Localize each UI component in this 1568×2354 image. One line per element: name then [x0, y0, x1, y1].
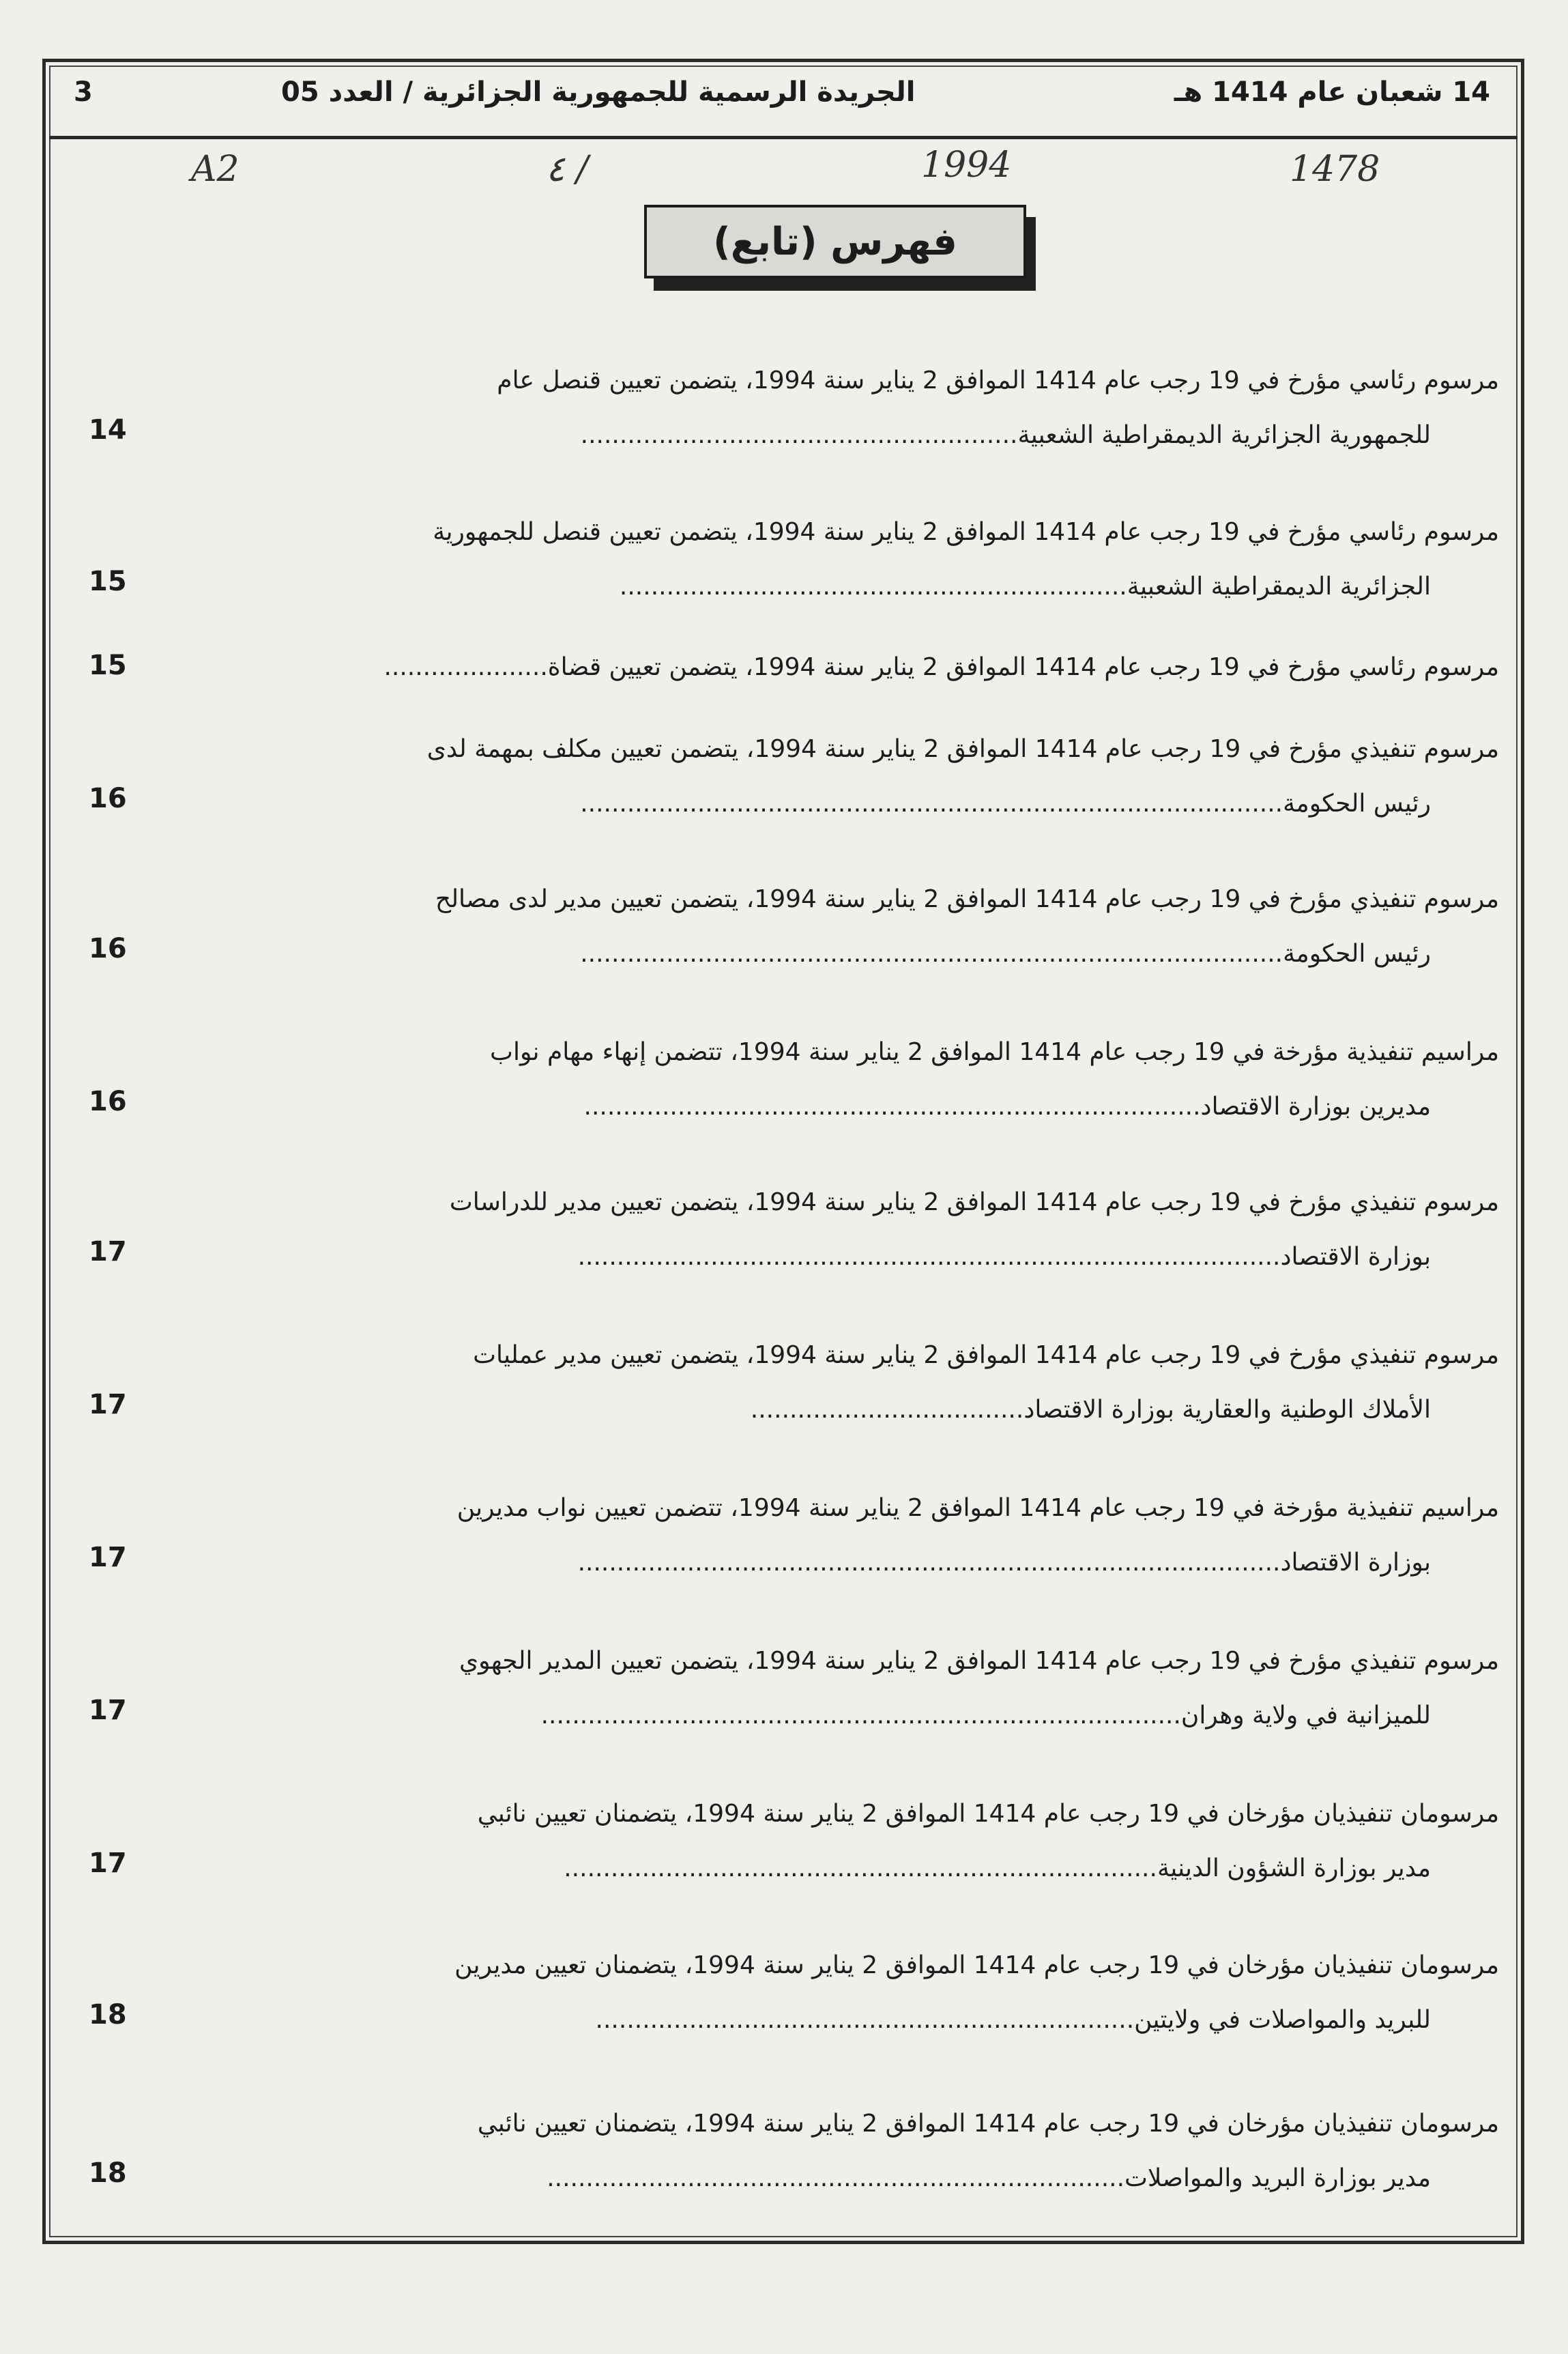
- toc-entry: [179, 505, 1499, 614]
- toc-entry-line1: مراسيم تنفيذية مؤرخة في 19 رجب عام 1414 الموافق 2 يناير سنة 1994، تتضمن تعيين نواب مديرين: [456, 1494, 1499, 1522]
- toc-entry-line1: مرسومان تنفيذيان مؤرخان في 19 رجب عام 1414 الموافق 2 يناير سنة 1994، يتضمنان تعيين نائبي: [477, 2110, 1499, 2138]
- toc-entry-line1: مرسوم رئاسي مؤرخ في 19 رجب عام 1414 الموافق 2 يناير سنة 1994، يتضمن تعيين قنصل للجمهورية: [433, 518, 1499, 546]
- toc-entry-line1: مرسومان تنفيذيان مؤرخان في 19 رجب عام 1414 الموافق 2 يناير سنة 1994، يتضمنان تعيين مديرين: [454, 1951, 1499, 1979]
- leader-dots: ...................................: [750, 1396, 1024, 1424]
- toc-entry-line2: مدير بوزارة الشؤون الدينية: [1157, 1854, 1431, 1882]
- toc-entry: [179, 2097, 1499, 2206]
- toc-entry-page: 16: [89, 1086, 127, 1117]
- toc-entry-line2: للبريد والمواصلات في ولايتين: [1134, 2006, 1431, 2034]
- handwritten-mark-issue: ٤ /: [546, 149, 588, 190]
- toc-entry-page: 15: [89, 650, 127, 681]
- toc-entry-page: 18: [89, 1999, 127, 2030]
- toc-entry: [179, 1938, 1499, 2048]
- handwritten-mark-number: 1478: [1290, 149, 1380, 190]
- toc-entry-page: 16: [89, 783, 127, 814]
- toc-entry-line1: مرسوم تنفيذي مؤرخ في 19 رجب عام 1414 الموافق 2 يناير سنة 1994، يتضمن تعيين مدير لدى مصالح: [435, 885, 1499, 913]
- toc-entry-page: 17: [89, 1695, 127, 1726]
- page-number: 3: [74, 76, 93, 108]
- toc-entry: [179, 1787, 1499, 1896]
- leader-dots: ..........................................................................................: [577, 1243, 1281, 1271]
- header-date: 14 شعبان عام 1414 هـ: [1174, 76, 1490, 108]
- toc-entry-line2: بوزارة الاقتصاد: [1280, 1549, 1431, 1577]
- toc-entry-page: 15: [89, 566, 127, 597]
- leader-dots: ..........................................................................: [547, 2164, 1125, 2192]
- toc-entry: [179, 872, 1499, 981]
- leader-dots: ..................................................................................: [540, 1702, 1181, 1729]
- toc-entry: [179, 1481, 1499, 1590]
- toc-entry-line1: مراسيم تنفيذية مؤرخة في 19 رجب عام 1414 الموافق 2 يناير سنة 1994، تتضمن إنهاء مهام نواب: [490, 1038, 1499, 1066]
- handwritten-mark-year: 1994: [921, 145, 1012, 186]
- toc-entry: [179, 1328, 1499, 1437]
- leader-dots: ..........................................................................................: [580, 940, 1283, 968]
- leader-dots: ..........................................................................................: [577, 1549, 1281, 1577]
- toc-entry-line2: للميزانية في ولاية وهران: [1180, 1702, 1431, 1729]
- toc-entry-page: 17: [89, 1389, 127, 1420]
- toc-entry-line1: مرسوم تنفيذي مؤرخ في 19 رجب عام 1414 الموافق 2 يناير سنة 1994، يتضمن تعيين مدير عمليات: [473, 1341, 1499, 1369]
- leader-dots: .....................................................................: [595, 2006, 1135, 2034]
- toc-entry-line1: مرسومان تنفيذيان مؤرخان في 19 رجب عام 1414 الموافق 2 يناير سنة 1994، يتضمنان تعيين نائبي: [477, 1800, 1499, 1828]
- toc-entry-line2: رئيس الحكومة: [1283, 790, 1431, 818]
- leader-dots: .....................: [383, 653, 548, 681]
- toc-entry-line1: مرسوم رئاسي مؤرخ في 19 رجب عام 1414 الموافق 2 يناير سنة 1994، يتضمن تعيين قنصل عام: [497, 367, 1499, 394]
- toc-entry-line1: مرسوم تنفيذي مؤرخ في 19 رجب عام 1414 الموافق 2 يناير سنة 1994، يتضمن تعيين مدير للدراسات: [449, 1188, 1499, 1216]
- toc-entry: [179, 354, 1499, 463]
- toc-entry-page: 14: [89, 414, 127, 446]
- toc-entry-line2: الأملاك الوطنية والعقارية بوزارة الاقتصاد: [1023, 1396, 1431, 1424]
- toc-entry: [179, 722, 1499, 831]
- toc-entry-page: 18: [89, 2157, 127, 2189]
- toc-entry: [179, 1175, 1499, 1284]
- header-title: الجريدة الرسمية للجمهورية الجزائرية / العدد 05: [281, 76, 916, 108]
- toc-entry-line2: مدير بوزارة البريد والمواصلات: [1124, 2164, 1431, 2192]
- toc-entry-line1: مرسوم رئاسي مؤرخ في 19 رجب عام 1414 الموافق 2 يناير سنة 1994، يتضمن تعيين قضاة: [547, 653, 1499, 681]
- toc-entry-line2: الجزائرية الديمقراطية الشعبية: [1127, 573, 1431, 601]
- handwritten-mark-a2: A2: [191, 149, 239, 190]
- section-title: فهرس (تابع): [644, 205, 1026, 278]
- toc-entry-line2: مديرين بوزارة الاقتصاد: [1200, 1093, 1431, 1121]
- toc-entry-page: 17: [89, 1542, 127, 1573]
- leader-dots: ........................................................: [580, 421, 1018, 449]
- toc-entry: [179, 640, 1499, 695]
- toc-entry-line2: بوزارة الاقتصاد: [1280, 1243, 1431, 1271]
- leader-dots: .................................................................: [619, 573, 1127, 601]
- toc-entry-page: 17: [89, 1848, 127, 1879]
- toc-entry-line2: للجمهورية الجزائرية الديمقراطية الشعبية: [1017, 421, 1431, 449]
- toc-entry-page: 16: [89, 933, 127, 964]
- leader-dots: ...............................................................................: [583, 1093, 1201, 1121]
- toc-entry-line1: مرسوم تنفيذي مؤرخ في 19 رجب عام 1414 الموافق 2 يناير سنة 1994، يتضمن تعيين مكلف بمهمة لدى: [426, 735, 1499, 763]
- toc-entry: [179, 1025, 1499, 1134]
- leader-dots: ............................................................................: [564, 1854, 1157, 1882]
- toc-entry-page: 17: [89, 1236, 127, 1267]
- leader-dots: ..........................................................................................: [580, 790, 1283, 818]
- toc-entry-line1: مرسوم تنفيذي مؤرخ في 19 رجب عام 1414 الموافق 2 يناير سنة 1994، يتضمن تعيين المدير الجهوي: [459, 1647, 1499, 1675]
- toc-entry-line2: رئيس الحكومة: [1283, 940, 1431, 968]
- toc-entry: [179, 1634, 1499, 1743]
